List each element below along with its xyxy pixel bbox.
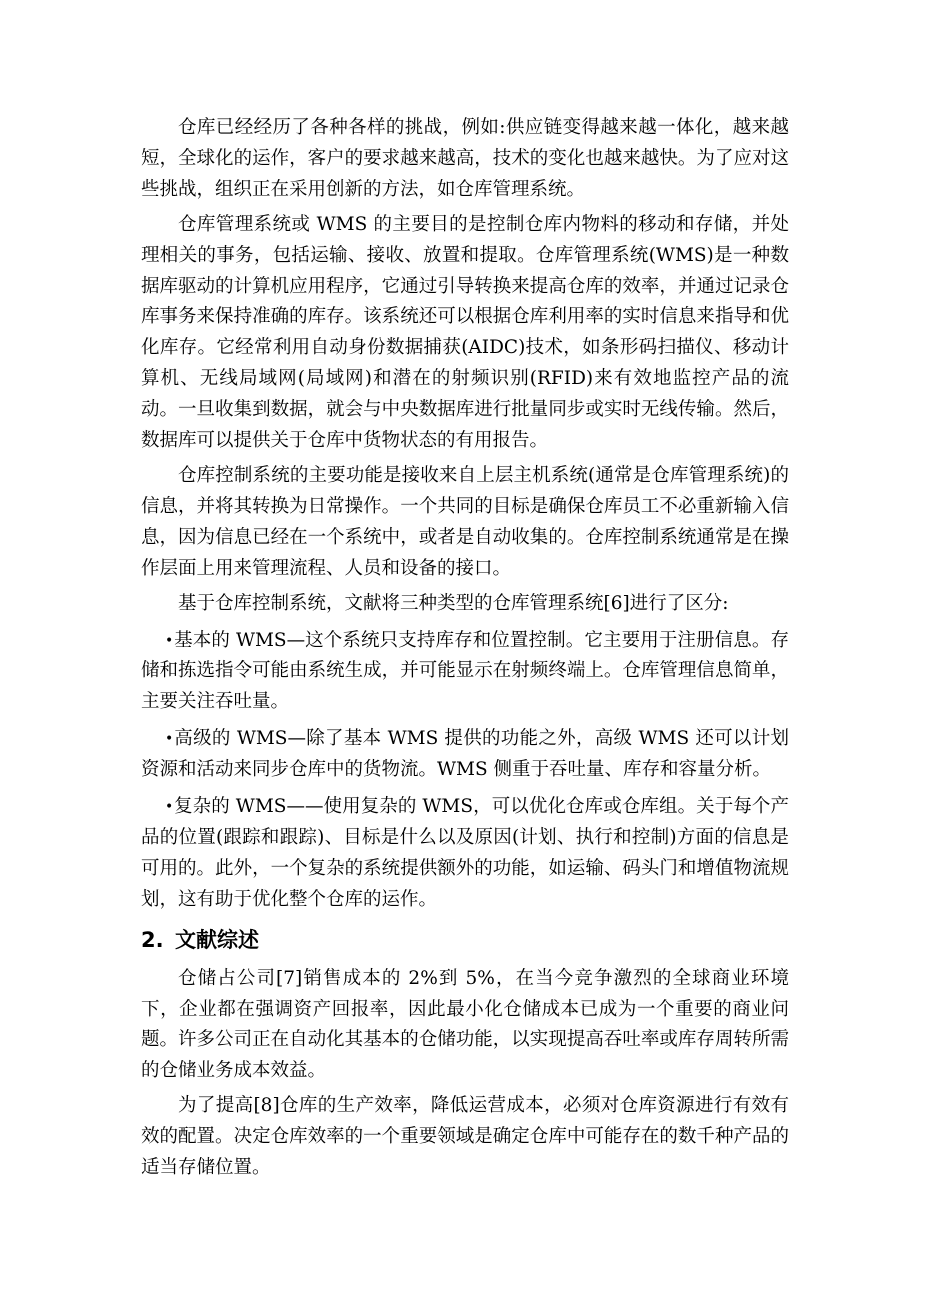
- paragraph-storage-location: 为了提高[8]仓库的生产效率，降低运营成本，必须对仓库资源进行有效有效的配置。决定仓库效率的一个重要领域是确定仓库中可能存在的数千种产品的适当存储位置。: [141, 1095, 789, 1179]
- bullet-icon: •: [165, 799, 174, 816]
- bullet-item-complex-wms: [141, 792, 789, 916]
- bullet-item-basic-wms: [141, 626, 789, 719]
- paragraph-warehousing-cost: 仓储占公司[7]销售成本的 2%到 5%，在当今竞争激烈的全球商业环境下，企业都在强调资产回报率，因此最小化仓储成本已成为一个重要的商业问题。许多公司正在自动化其基本的仓储功能，以实现提高吞吐率或库存周转所需的仓储业务成本效益。: [141, 967, 789, 1082]
- document-page: [141, 113, 789, 1184]
- bullet-item-advanced-wms: [141, 724, 789, 786]
- bullet-icon: •: [165, 632, 174, 649]
- bullet-text: 复杂的 WMS——使用复杂的 WMS，可以优化仓库或仓库组。关于每个产品的位置(跟踪和跟踪)、目标是什么以及原因(计划、执行和控制)方面的信息是可用的。此外，一个复杂的系统提供额外的功能，如运输、码头门和增值物流规划，这有助于优化整个仓库的运作。: [141, 796, 789, 910]
- section-heading: [141, 922, 789, 958]
- paragraph-wms-types-intro: 基于仓库控制系统，文献将三种类型的仓库管理系统[6]进行了区分:: [178, 592, 729, 614]
- paragraph-wcs-function: 仓库控制系统的主要功能是接收来自上层主机系统(通常是仓库管理系统)的信息，并将其转换为日常操作。一个共同的目标是确保仓库员工不必重新输入信息，因为信息已经在一个系统中，或者是自动收集的。仓库控制系统通常是在操作层面上用来管理流程、人员和设备的接口。: [141, 464, 789, 579]
- section-title: 文献综述: [175, 927, 259, 952]
- paragraph-warehouse-challenges: 仓库已经经历了各种各样的挑战，例如:供应链变得越来越一体化，越来越短，全球化的运作，客户的要求越来越高，技术的变化也越来越快。为了应对这些挑战，组织正在采用创新的方法，如仓库管理系统。: [141, 117, 789, 200]
- bullet-text: 基本的 WMS—这个系统只支持库存和位置控制。它主要用于注册信息。存储和拣选指令可能由系统生成，并可能显示在射频终端上。仓库管理信息简单，主要关注吞吐量。: [141, 629, 789, 713]
- section-number: 2.: [141, 927, 164, 952]
- bullet-text: 高级的 WMS—除了基本 WMS 提供的功能之外，高级 WMS 还可以计划资源和活动来同步仓库中的货物流。WMS 侧重于吞吐量、库存和容量分析。: [141, 728, 789, 781]
- paragraph-wms-purpose: 仓库管理系统或 WMS 的主要目的是控制仓库内物料的移动和存储，并处理相关的事务，包括运输、接收、放置和提取。仓库管理系统(WMS)是一种数据库驱动的计算机应用程序，它通过引导转换来提高仓库的效率，并通过记录仓库事务来保持准确的库存。该系统还可以根据仓库利用率的实时信息来指导和优化库存。它经常利用自动身份数据捕获(AIDC)技术，如条形码扫描仪、移动计算机、无线局域网(局域网)和潜在的射频识别(RFID)来有效地监控产品的流动。一旦收集到数据，就会与中央数据库进行批量同步或实时无线传输。然后，数据库可以提供关于仓库中货物状态的有用报告。: [141, 213, 789, 452]
- bullet-icon: •: [165, 731, 174, 748]
